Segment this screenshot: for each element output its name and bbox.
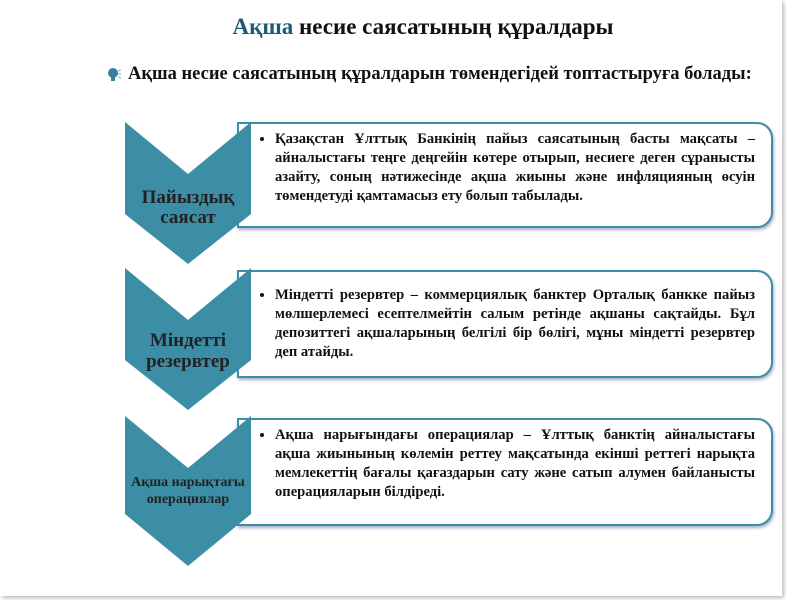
description-box: [237, 418, 773, 526]
chevron-label: Ақша нарықтағы операциялар: [131, 475, 245, 507]
title-rest: несие саясатының құралдары: [293, 14, 614, 39]
lead-text: Ақша несие саясатының құралдарын төмендегідей топтастыруға болады:: [128, 64, 752, 84]
slide-title: [0, 14, 786, 40]
speaker-bullet-icon: [107, 67, 121, 81]
description-box: [237, 270, 773, 378]
description-box: [237, 122, 773, 228]
chevron-label: Міндетті резервтер: [146, 330, 230, 372]
item-interest-policy: [125, 122, 785, 264]
chevron-label: Пайыздық саясат: [141, 187, 235, 228]
item-required-reserves: [125, 268, 785, 410]
item-money-market-operations: [125, 416, 785, 566]
title-accent: Ақша: [232, 14, 294, 39]
description-text: • Қазақстан Ұлттық Банкінің пайыз саясатының басты мақсаты – айналыстағы теңге деңгейін көтере отырып, несиеге деген сұранысты азайту, соның нәтижесінде ақша жиыны және инфляцияның өсуін төмендетуді қамтамасыз ету болып табылады.: [275, 130, 755, 206]
description-text: • Ақша нарығындағы операциялар – Ұлттық банктің айналыстағы ақша жиынының көлемін реттеу мақсатында екінші реттегі нарықта мемлекеттің бағалы қағаздарын сату және сатып алумен байланысты операцияларын білдіреді.: [275, 426, 755, 502]
description-text: • Міндетті резервтер – коммерциялық банктер Орталық банкке пайыз мөлшерлемесі есептелмейтін салым ретінде ақшаны сақтайды. Бұл депозиттегі ақшаларының белгілі бір бөлігі, мұны міндетті резервтер деп атайды.: [275, 286, 755, 362]
